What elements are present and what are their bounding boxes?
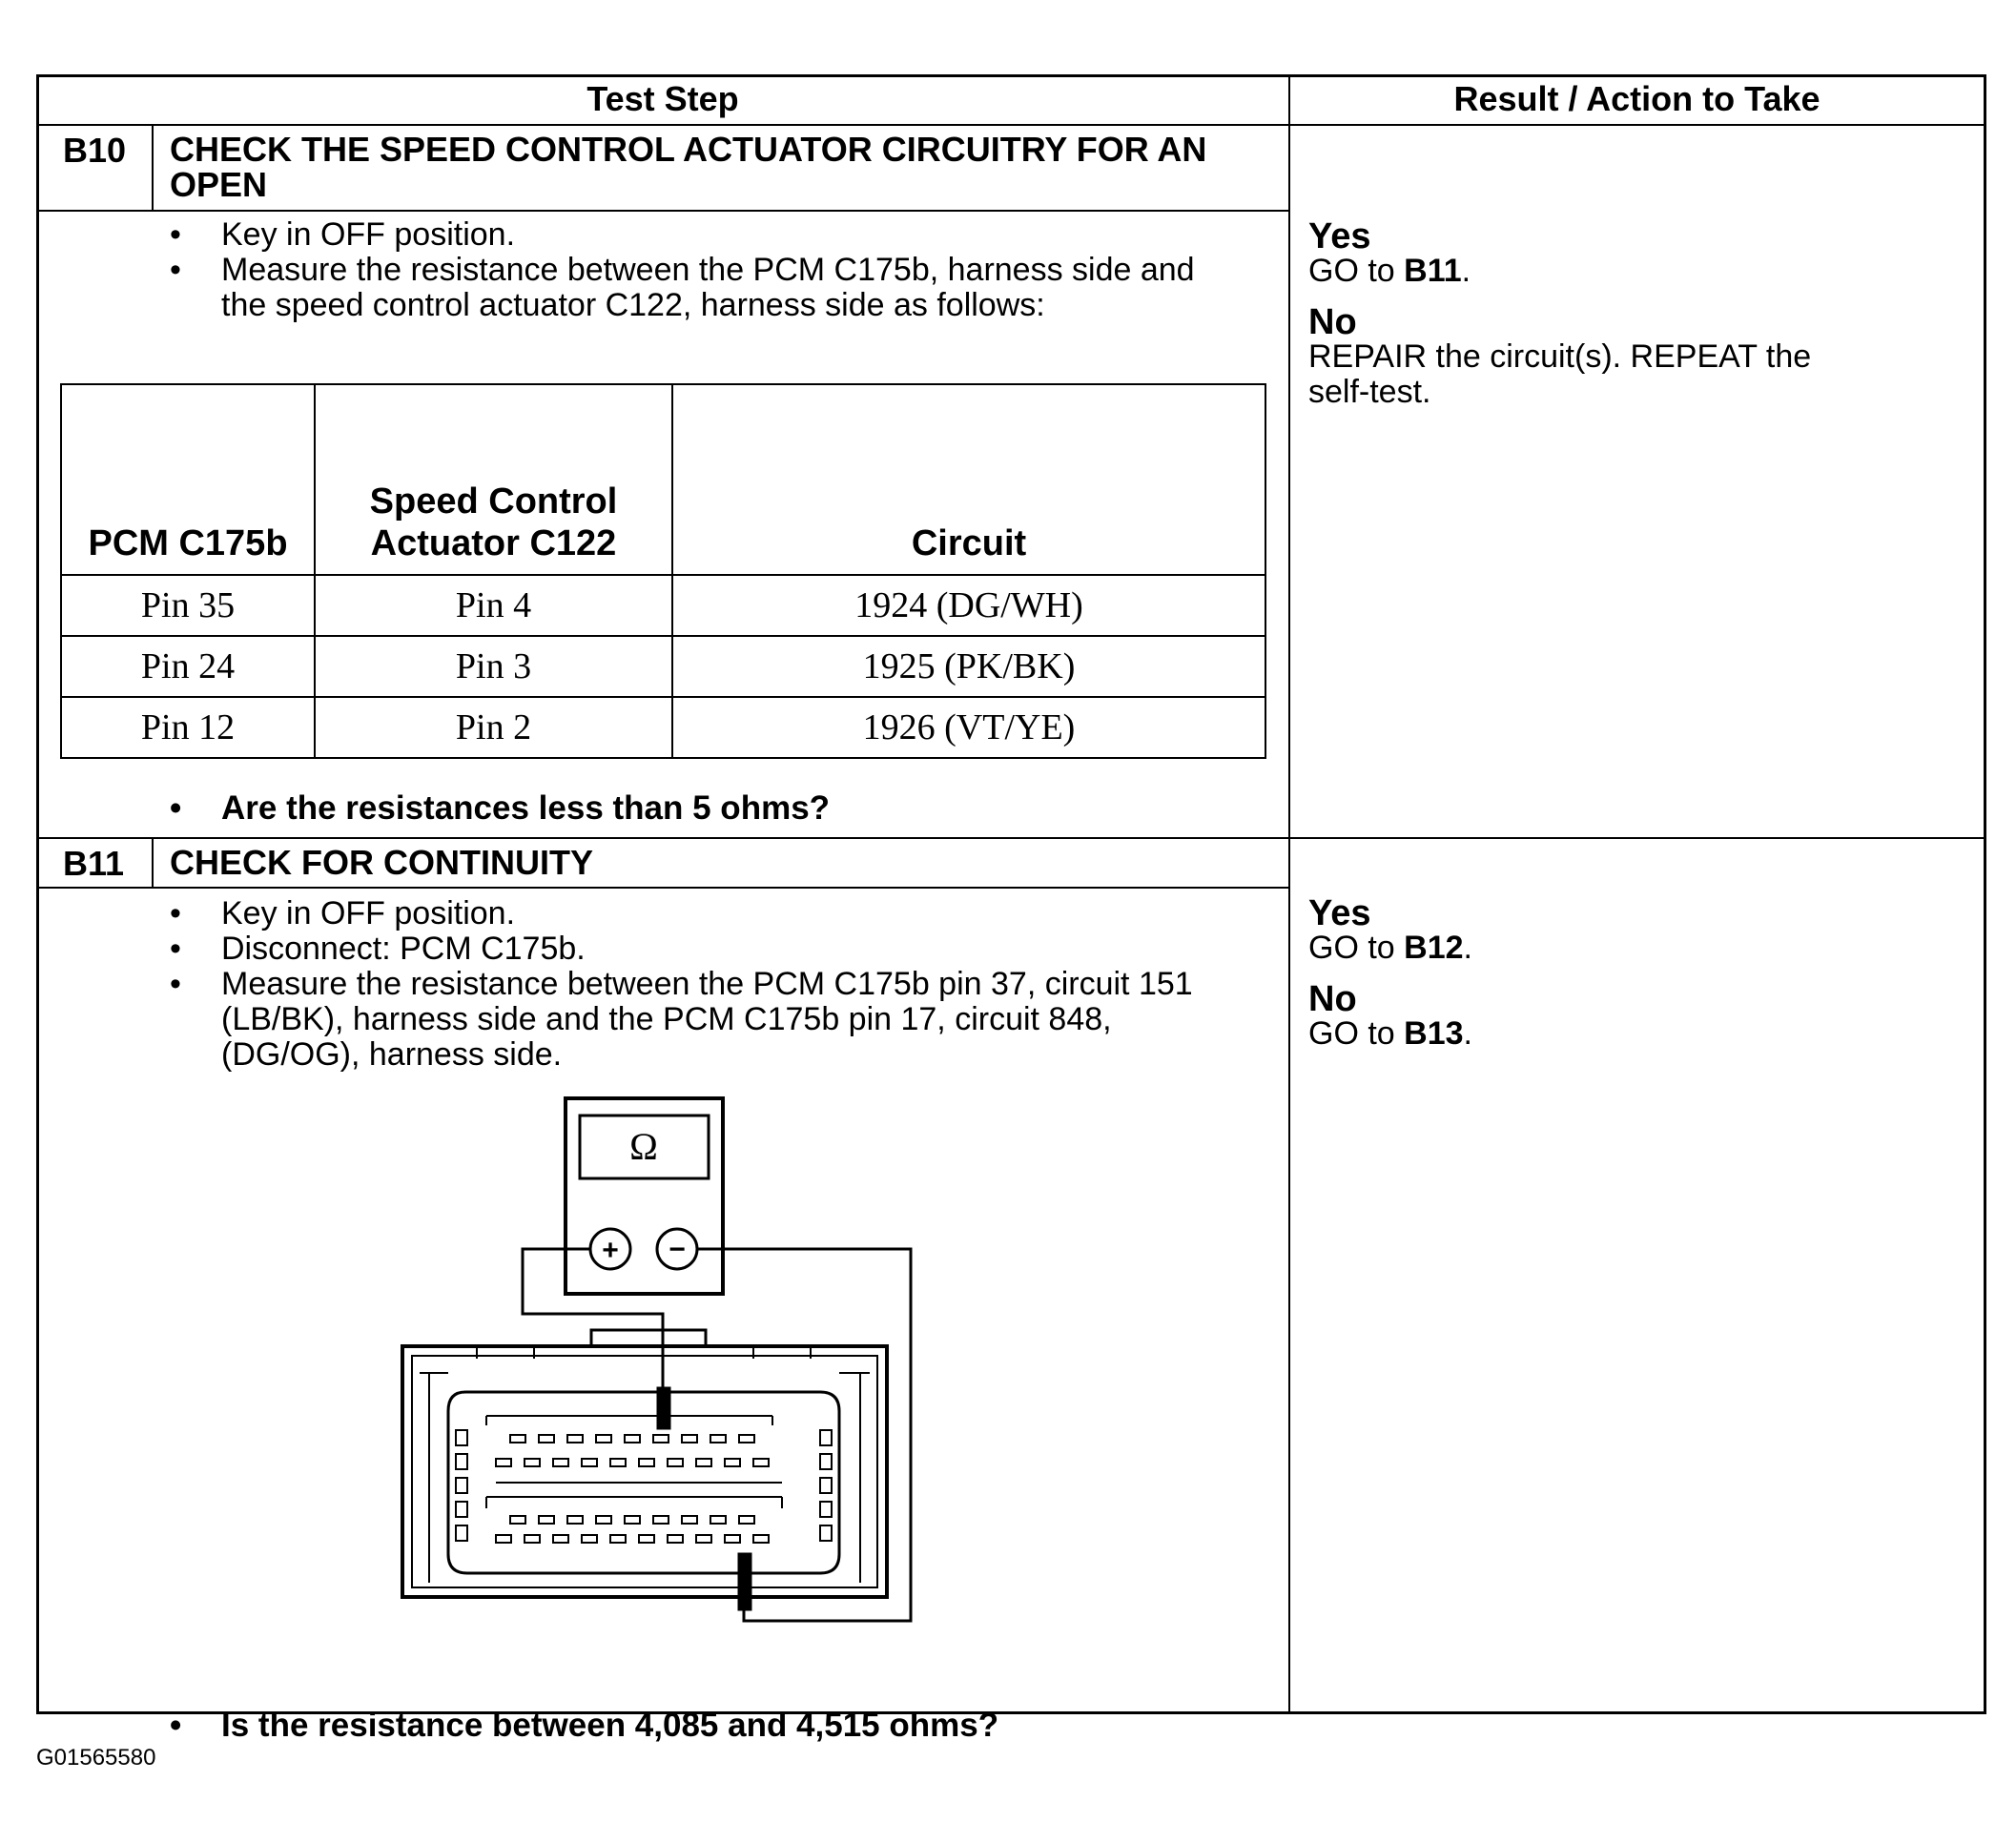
ohm-icon: Ω: [629, 1125, 658, 1168]
step-title-b10: CHECK THE SPEED CONTROL ACTUATOR CIRCUITRY FOR AN OPEN: [170, 130, 1207, 204]
b11-yes-label: Yes: [1308, 893, 1371, 933]
negative-probe: [739, 1554, 751, 1609]
b11-bullet-3: • Measure the resistance between the PCM C175b pin 37, circuit 151 (LB/BK), harness side and the PCM C175b pin 17, circuit 848, (DG/OG), harness side.: [168, 967, 1236, 1073]
figure-id: G01565580: [36, 1745, 156, 1771]
table-border-right: [1984, 74, 1986, 1714]
b10-title-divider: [36, 210, 1289, 212]
b10-yes-suffix: .: [1461, 253, 1471, 289]
table-row: [61, 575, 1265, 636]
b10-question: • Are the resistances less than 5 ohms?: [168, 789, 1289, 828]
header-test-step: Test Step: [586, 79, 739, 118]
b11-question: • Is the resistance between 4,085 and 4,515 ohms?: [168, 1707, 1308, 1745]
b10-no-action: REPAIR the circuit(s). REPEAT the self-test.: [1308, 338, 1812, 410]
b11-yes-suffix: .: [1463, 930, 1472, 966]
column-divider: [1288, 74, 1290, 1714]
svg-text:−: −: [669, 1234, 686, 1265]
b11-yes-ref: B12: [1404, 930, 1464, 966]
pin-table-cell: 1924 (DG/WH): [672, 575, 1265, 636]
pin-table-cell: Pin 24: [61, 636, 315, 697]
b10-no-label: No: [1308, 302, 1357, 342]
pin-table-header-circuit: Circuit: [672, 384, 1265, 575]
b11-no-ref: B13: [1404, 1015, 1464, 1052]
pin-table-cell: 1925 (PK/BK): [672, 636, 1265, 697]
b11-no-suffix: .: [1463, 1015, 1472, 1052]
pin-table-cell: Pin 35: [61, 575, 315, 636]
b10-bullet-2: • Measure the resistance between the PCM C175b, harness side and the speed control actuator C122, harness side as follows:: [168, 253, 1245, 323]
header-divider: [36, 124, 1985, 126]
b10-bullet-1: • Key in OFF position.: [168, 217, 1245, 253]
positive-probe: [658, 1388, 669, 1428]
header-result-action: Result / Action to Take: [1453, 79, 1821, 118]
pin-table-cell: 1926 (VT/YE): [672, 697, 1265, 758]
b11-no-label: No: [1308, 979, 1357, 1019]
pin-table-cell: Pin 12: [61, 697, 315, 758]
pin-table-cell: Pin 3: [315, 636, 672, 697]
b11-title-divider: [36, 887, 1289, 889]
b10-pin-table: [60, 383, 1266, 759]
step-id-b11: B11: [63, 844, 125, 883]
pin-table-header-pcm: PCM C175b: [61, 384, 315, 575]
pin-table-header-actuator: Speed Control Actuator C122: [315, 384, 672, 575]
b11-yes-action: [1308, 931, 1472, 966]
b10-id-divider: [152, 124, 154, 210]
b10-instruction-list: [168, 217, 1245, 323]
b10-yes-ref: B11: [1404, 253, 1462, 289]
table-row: [61, 636, 1265, 697]
negative-test-lead: [697, 1249, 911, 1621]
svg-text:+: +: [602, 1235, 619, 1266]
step-id-b10: B10: [63, 131, 127, 170]
connector-housing: [402, 1346, 887, 1597]
table-border-top: [36, 74, 1985, 77]
b11-id-divider: [152, 837, 154, 887]
b11-no-prefix: GO to: [1308, 1015, 1405, 1052]
b10-yes-action: [1308, 254, 1471, 289]
b10-b11-divider: [36, 837, 1985, 839]
b11-instruction-list: [168, 896, 1236, 1073]
b10-yes-label: Yes: [1308, 216, 1371, 256]
b11-yes-prefix: GO to: [1308, 930, 1405, 966]
b11-bullet-2: • Disconnect: PCM C175b.: [168, 931, 1236, 967]
ohmmeter-connector-diagram: [391, 1087, 935, 1640]
table-row: [61, 697, 1265, 758]
b11-bullet-1: • Key in OFF position.: [168, 896, 1236, 931]
step-title-b11: CHECK FOR CONTINUITY: [170, 843, 593, 882]
positive-test-lead: [523, 1249, 663, 1402]
table-border-left: [36, 74, 39, 1714]
pin-table-cell: Pin 2: [315, 697, 672, 758]
b10-yes-prefix: GO to: [1308, 253, 1405, 289]
b11-no-action: [1308, 1016, 1472, 1052]
pin-table-cell: Pin 4: [315, 575, 672, 636]
